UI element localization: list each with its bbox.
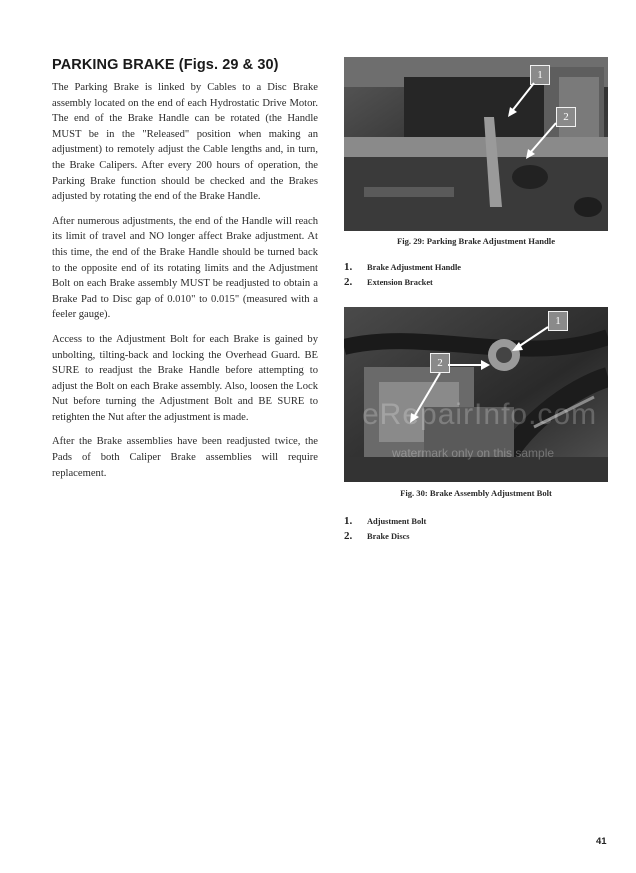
watermark-subtext: watermark only on this sample (392, 446, 555, 460)
figure-29-legend (344, 261, 461, 291)
paragraph-2: After numerous adjustments, the end of the Handle will reach its limit of travel and NO longer affect Brake adjustment. At this time, the end of the Brake Handle should be turned back to the opposite end of its rotating limits and the Adjustment Bolt on each Brake assembly MUST be readjusted to obtain a Brake Pad to Disc gap of 0.010" to 0.015" (measured with a feeler gauge). (52, 215, 318, 321)
item-label: Brake Discs (367, 532, 410, 541)
body-text-column (52, 80, 318, 490)
item-number: 1. (344, 515, 353, 527)
item-label: Adjustment Bolt (367, 517, 427, 526)
paragraph-4: After the Brake assemblies have been readjusted twice, the Pads of both Caliper Brake assemblies will require replacement. (52, 436, 318, 479)
callout-1: 1 (548, 311, 568, 331)
leader-lines (344, 57, 608, 231)
item-number: 2. (344, 530, 353, 542)
list-item (344, 261, 461, 276)
list-item (344, 515, 426, 530)
figure-29-caption: Fig. 29: Parking Brake Adjustment Handle (396, 236, 556, 246)
item-label: Brake Adjustment Handle (367, 263, 461, 272)
figure-30-legend (344, 515, 426, 545)
section-heading: PARKING BRAKE (Figs. 29 & 30) (52, 57, 279, 73)
paragraph-3: Access to the Adjustment Bolt for each Brake is gained by unbolting, tilting-back and locking the Overhead Guard. BE SURE to readjust the Brake Handle before attempting to adjust the Bolt on each Brake assembly. Also, loosen the Lock Nut before turning the Adjustment Bolt and BE SURE to retighten the Nut after the adjustment is made. (52, 333, 318, 423)
list-item (344, 276, 461, 291)
item-label: Extension Bracket (367, 278, 433, 287)
callout-1: 1 (530, 65, 550, 85)
item-number: 2. (344, 276, 353, 288)
callout-2: 2 (556, 107, 576, 127)
watermark-text: eRepairInfo.com (362, 398, 598, 431)
list-item (344, 530, 426, 545)
paragraph-1: The Parking Brake is linked by Cables to a Disc Brake assembly located on the end of each Hydrostatic Drive Motor. The end of the Brake Handle can be rotated (the Handle MUST be in the "Released" position when making an adjustment) to remotely adjust the Cable lengths and, in turn, the Brake Calipers. After every 200 hours of operation, the Parking Brake function should be checked and the Brakes adjusted by rotating the end of the Brake Handle. (52, 82, 318, 203)
figure-30-caption: Fig. 30: Brake Assembly Adjustment Bolt (400, 488, 552, 498)
page-number: 41 (596, 836, 607, 847)
callout-2: 2 (430, 353, 450, 373)
figure-29-photo (344, 57, 608, 231)
item-number: 1. (344, 261, 353, 273)
